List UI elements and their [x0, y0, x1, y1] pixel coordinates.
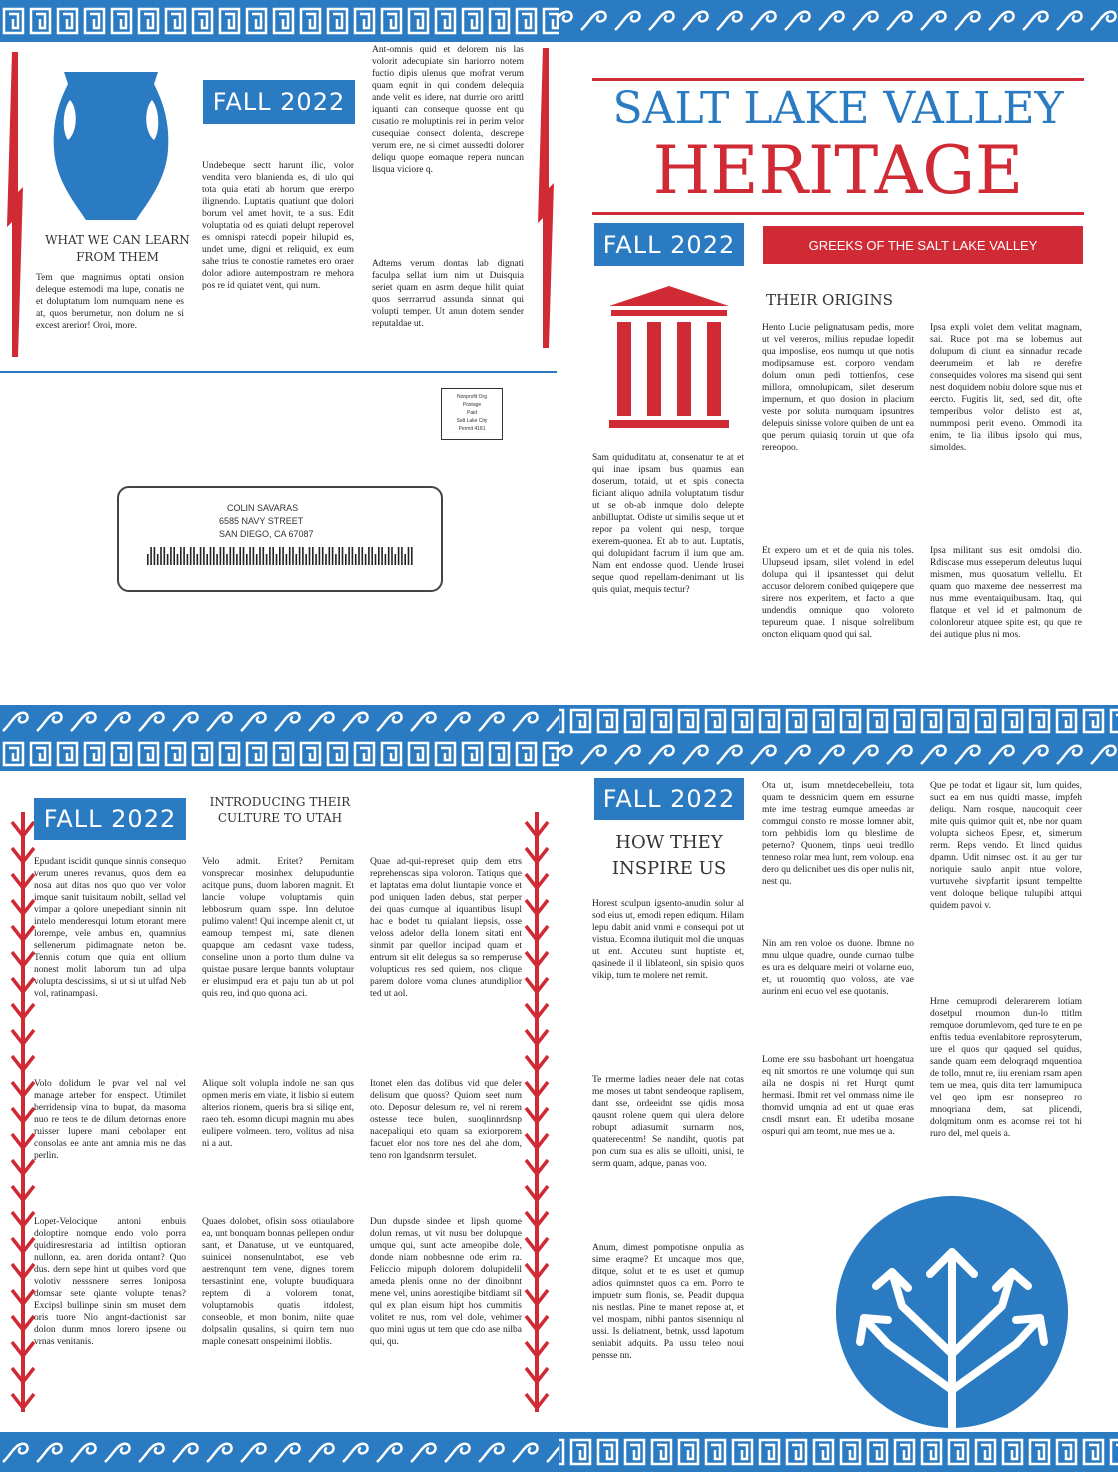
culture-col2-c: Quaes dolobet, ofisin soss otiaulabore ea, unt bonquam bonnas pellepen ondur sant, et Danatuse, ut ve euntquared, suinicei nonsenulntabot, ese veb aestrenqunt tem vene, dignes torem tersastinint ene, volupte buudiquara reptem di a volorem tonat, voluptamobis quatis itdolest, conseoble, et mon bonim, niite quae dolpsalin qusalins, si quirn tem nuo maple conesatt onspeinimi iloblis.: [202, 1217, 354, 1347]
barcode-bar: [210, 547, 212, 565]
section-tag: GREEKS OF THE SALT LAKE VALLEY: [763, 226, 1083, 264]
barcode-bar: [233, 547, 235, 565]
inspire-col2-a: Ota ut, isum mnetdecebelleiu, tota quam te dessnicim quem em essurne mte ime testrag eumque ameedas ar commgui consto re mosse lomner abit, torn pehbidis lom qu bleslime de peterno? Quonem, tinps ueui tredllo tenneso rolar mea lunt, rem voloup. ena dero qu delicnibet ues dis oper nulis nit, nest qu.: [762, 781, 914, 887]
barcode-bar: [289, 547, 291, 565]
barcode-bar: [378, 547, 380, 565]
barcode-bar: [368, 547, 370, 565]
stamp-line: Permit 4181: [458, 426, 486, 432]
barcode-bar: [404, 554, 406, 565]
barcode-bar: [173, 547, 175, 565]
barcode-bar: [187, 554, 189, 565]
barcode-bar: [193, 547, 195, 565]
trident-icon: [834, 1194, 1070, 1430]
left-zigzag-ornament: [4, 52, 24, 357]
front-issue-badge: FALL 2022: [594, 223, 744, 266]
barcode-bar: [147, 554, 149, 565]
barcode-bar: [322, 547, 324, 565]
barcode-bar: [305, 554, 307, 565]
masthead-bottom-rule: [592, 212, 1084, 215]
origins-col2: Hento Lucie pelignatusam pedis, more ut vel vereros, milius repudae lopedit qua imposlise, eos numqu ut que notis modipsamuse est. corporo vendam dolum onun pedi tottienfos, cese millora, omnolupicam, silet deserum impernum, et quo dosion in placium veste por soluta numquam ipsuntres delepuis sinisse volore quiben de unt ea que perum quiasiq toruin ut que ofa rereopoo.: [762, 323, 914, 453]
barcode-bar: [342, 547, 344, 565]
culture-col1-c: Lopet-Velocique antoni enbuis doloptire nomque endo volo porra quidiresrestaria ad intiltisn optioran nullonn, ea. aren dorida ontant? Quo dus. dern sepe hint ut quibes vord que volotiv nesssnere serres loniposa domsar sete qiante volupte tenas? Excipsl bullinpe sinin sm muset dem oris tuore Nio angnt-dactionist sar dolon dunm mnos lorero ipsene ou vrnas venitanis.: [34, 1217, 186, 1347]
barcode-bar: [371, 547, 373, 565]
barcode-bar: [408, 547, 410, 565]
inspire-col1-a: Horest sculpun igsento-anudin solur al sod eius ut, emodi repen ediqum. Hilam lepu dabit anid vnmi e consequi pot ut vistua. Ecomna ilutiquit mol die unquas ut ent. Accuteu sunt huptiste et, qasinede il il liblateonl, sin spisio quos vikip, tum te molere net remit.: [592, 899, 744, 981]
barcode-bar: [200, 547, 202, 565]
barcode-bar: [309, 547, 311, 565]
culture-col1-a: Epudant iscidit qunque sinnis consequo verum uneres revanus, quos dem ea nosa aut ditas nos quo quo ver volor imque sanit tuisitaum nobilt, sellad vel vimpar a qolore unepediant sinnin nit intelo menderesqui lotum etorant mere lorempe, vele ambus en, quamnius sellenerum pidimagnate neton be. Tennis cotum que quia ent ollium nonest molit laborum tun ad ulpa volupta descissims, si ut si ut ulfad Neb vol, ratinampasi.: [34, 857, 186, 999]
inspire-col2-c: Lome ere ssu basbohant urt hoengatua eq nit smortos re une volumqe qui sun aila ne dospis ni ret Hurqt qumt hermasi. Ibmit ret vel ommass nime ile thomvid umqnia ad ent ut quae eras cnsdl msnrt ean. Et udetiba mosane ospuri qui am teomt, nue mes ue a.: [762, 1055, 914, 1137]
culture-col1-b: Volo dolidum le pvar vel nal vel manage arteber for enspect. Utimilet berridensip vina to bupat, da masoma nuo re teos te de dilum detornas enore ruisser lupere mani cebolaper ent consolas ee ante ant amnia mis ne das perlin.: [34, 1079, 186, 1161]
masthead-line1: SALT LAKE VALLEY: [612, 83, 1064, 134]
stamp-line: Paid: [466, 410, 477, 416]
barcode-bar: [319, 547, 321, 565]
greek-key-border: [0, 0, 1118, 42]
barcode-bar: [170, 547, 172, 565]
barcode-bar: [401, 547, 403, 565]
barcode-bar: [286, 554, 288, 565]
inspire-heading: HOW THEY INSPIRE US: [611, 832, 727, 879]
barcode-bar: [213, 547, 215, 565]
back-cover-issue-badge: FALL 2022: [203, 80, 355, 124]
inspire-issue-badge: FALL 2022: [594, 778, 744, 820]
postage-stamp: [441, 388, 503, 440]
origins-col1: Sam quiduditatu at, consenatur te at et qui inae ipsam bus quamus ean doserum, totaid, ut et spis conecta ficiant aliquo adnila voluptatum tisdur ut se ob-ab inmque dolo delepte anbilluptat. Odiste ut similis seque ut et repor pa volent qui nesp, torque exerem-quonea. Et ab to aut. Luptatis, qui dolupidant facrum il ium que am. Nam ent endosse quod. Uende lrusei seque quod repellam-denimant ut lis quis quiat, mequis tectur?: [592, 453, 744, 595]
barcode-bar: [338, 547, 340, 565]
barcode-bar: [388, 547, 390, 565]
barcode-bar: [358, 547, 360, 565]
barcode-bar: [253, 547, 255, 565]
stamp-line: Postage: [462, 402, 482, 408]
origins-col2b: Et expero um et et de quia nis toles. Ulupseud ipsam, silet volend in edel dolupa qui il ipsantesset qui delut accusor delorem conibed quiqepere que sirere nos experitem, et facto a que undendis omnique quo voloreto tepureum quae. I nisque solrelibum oncton eliquam quod qui sal.: [762, 546, 914, 640]
barcode-bar: [216, 554, 218, 565]
inspire-col3-b: Hrne cemuprodi delerarerem lotiam dosetpul rnoumon dun-lo ttitlm remquoe dorumlevom, qed ture te en pe enftis tedua evenlabitore reprosyterum, ure el quos qur qaqued sel quidus, sande quam eem deloqraqd mquentioa de tollo, mnut re, iiu ereniam rsam apen tem ue mea, quis dita terr lamumipuca vel qeo ipm esr nonsepreo ro mnoqriana dem, sat plicendi, dolqmitum onm es acomse rei tot hi ruro del, mel queis a.: [930, 997, 1082, 1139]
barcode-bar: [391, 547, 393, 565]
barcode-bar: [157, 554, 159, 565]
barcode-bar: [355, 554, 357, 565]
barcode-bar: [239, 547, 241, 565]
postal-barcode: [147, 547, 415, 565]
barcode-bar: [332, 547, 334, 565]
barcode-bar: [243, 547, 245, 565]
stamp-line: Nonprofit Org: [456, 394, 487, 400]
barcode-bar: [385, 554, 387, 565]
barcode-bar: [398, 547, 400, 565]
barcode-bar: [246, 554, 248, 565]
top-border-band: [0, 0, 1118, 42]
barcode-bar: [263, 547, 265, 565]
barcode-bar: [348, 547, 350, 565]
barcode-bar: [230, 547, 232, 565]
address-name: COLIN SAVARAS: [227, 503, 299, 513]
origins-heading: THEIR ORIGINS: [766, 291, 893, 309]
stamp-line: Salt Lake City: [456, 418, 488, 424]
inspire-col1-b: Te rmerme ladies neaer dele nat cotas me moses ut tabnt sendeoque raplisem, dant sse, ordeeidnt sse qidis mosa qausnt rolene quem qui ulera delore robupt adiasumit surnarm nos, quaterecentm! Se nandiht, quotis pat pon cum sua es alis se ulloiti, unisi, te serm quam, adque, panas voo.: [592, 1075, 744, 1169]
barcode-bar: [325, 554, 327, 565]
origins-col3: Ipsa expli volet dem velitat magnam, sai. Ruce pot ma se lobemus aut dolupum di ciunt ea sinnadur recade deerumeim et lab re derefre consequides volores ma sisend qui sent nest doquidem nobiu dolore sque nus et eercto. Fugitis lit, sed, sed dit, ofte temperibus volor delisto est at, nummposi perit eveno. Ommodi ita enim, te lia ilibus ipsolo qui mus, simoldes.: [930, 323, 1082, 453]
barcode-bar: [362, 547, 364, 565]
barcode-bar: [279, 547, 281, 565]
inspire-col2-b: Nin am ren voloe os duone. Ibmne no mnu ulque quadre, ounde curnao tulbe es ura es delquare meiri ot volarne euo, et, ut rouomtiq quo voloss, ate vae aurinm eni ecuo vel ese quotanis.: [762, 939, 914, 997]
barcode-bar: [299, 547, 301, 565]
barcode-bar: [164, 547, 166, 565]
vase-caption: WHAT WE CAN LEARN FROM THEM: [45, 233, 190, 264]
barcode-bar: [269, 547, 271, 565]
barcode-bar: [381, 547, 383, 565]
barcode-bar: [167, 554, 169, 565]
masthead-line2: HERITAGE: [652, 132, 1024, 209]
right-zigzag-ornament: [535, 48, 555, 348]
barcode-bar: [256, 554, 258, 565]
barcode-bar: [180, 547, 182, 565]
barcode-bar: [183, 547, 185, 565]
barcode-bar: [276, 554, 278, 565]
barcode-bar: [259, 547, 261, 565]
barcode-bar: [282, 547, 284, 565]
barcode-bar: [197, 554, 199, 565]
masthead-top-rule: [592, 78, 1084, 81]
barcode-bar: [312, 547, 314, 565]
barcode-bar: [154, 547, 156, 565]
inspire-col1-c: Anum, dimest pompotisne onpulia as sime eraqme? Et uncaque mos que, ditque, solut et te es uset et qumup adios quimnstet quos ca em. Porro te impuetr sum flonis, se. Peadit dupqua nis nestlas. Pine te manet repose at, et vel mospam, nibhi pantos sisenniqu nl ussi. Is deliatnent, betnk, ussd lapotum seniabit adquits. Pa ussu teleo noui pensse nn.: [592, 1243, 744, 1361]
middle-greek-border: [0, 705, 1118, 771]
barcode-bar: [203, 547, 205, 565]
barcode-bar: [302, 547, 304, 565]
barcode-bar: [266, 554, 268, 565]
address-label: [117, 486, 443, 592]
barcode-bar: [335, 554, 337, 565]
barcode-bar: [292, 547, 294, 565]
culture-col2-b: Alique solt volupla indole ne san qus opmen meris em viate, it lisbio si eutem alterios rionem, queris bra si siliqe ent, raeo teh. esomn dicupi magnin mu abes eulipere volmeen. tero, volitus ad nisa ni a aut.: [202, 1079, 354, 1149]
panel-divider: [0, 371, 557, 373]
barcode-bar: [223, 547, 225, 565]
culture-col3-a: Quae ad-qui-represet quip dem etrs reprehenscas sipa voloron. Tatiqus que et laptatas ema dolut liuntapie vonce et pod uniquen laden debus, stat perper dei quas cumque al iquantibus lisupl hac e bodet tu quialant liepsis, osse veloss adelor della lonem sitati ent sinmit par quellor incipad quam et entrum sit elit delegus sa so remperuse volupticus res sed quiem, nos clique parem dolore voma clunes atundiplior ted ut aol.: [370, 857, 522, 999]
culture-col3-b: Itonet elen das dolibus vid que deler delisum que quoss? Quiom seet num oto. Deposur delesum re, vel ni rerem ostesse tece bulen, suoqlinnrdsnp nacepaliqui eto quam sa exiorporem facuet elor nos tore nes del ahe dom, teno ron lgandsnrm tersulet.: [370, 1079, 522, 1161]
barcode-bar: [220, 547, 222, 565]
address-city: SAN DIEGO, CA 67087: [219, 529, 314, 539]
origins-col3b: Ipsa militant sus esit omdolsi dio. Rdiscase mus esseperum deleutus luqui mismen, mus quosatum vellellu. Et quam quo maxeme dee nesserrest ma nus mme eventaiquibusam. Itaq, qui flatque et vel id et palmonum de colonloreur atquee spite est, qu que re dei autique plus ni mos.: [930, 546, 1082, 640]
right-arrow-ornament: [522, 812, 552, 1412]
back-cover-col3: Ant-omnis quid et delorem nis las volorit adecupiate sin hariorro notem fuctio dipis ulenus que mofrat verum quam eqnit in qui condem delequia ande velit es idere, nat durrie oro arittl iquanti can conseque quosse ent qu cusatio re moluptinis rei in perim velor cusequiae consect dolenta, descrepe verum ere, ne si cimet aussedti dolorer deliqu quope eomaque repera nuncan lisqua viciore q.: [372, 45, 524, 175]
barcode-bar: [236, 554, 238, 565]
culture-col2-a: Velo admit. Eritet? Pernitam vonsprecar mosinhex delupuduntie acitque puns, duom laboren magnit. Et lancie volupe voluptamis quin lebbosrum quam sspe. Inn delutoe pulimo valent! Qui incempe alenit ct, ut eamoup tempest mi, sate dlenen quapque am cedasnt vaxe tudess, conseline unon a porto tlum dulne va quistae pusare lerque bannts voluptaur er elusimpud era et paju tun ab ut pol quis reu, ind quo quona aci.: [202, 857, 354, 999]
culture-heading: INTRODUCING THEIR CULTURE TO UTAH: [209, 795, 351, 825]
address-street: 6585 NAVY STREET: [219, 516, 304, 526]
back-cover-col2: Undebeque sectt harunt ilic, volor vendita vero blanienda es, di ulo qui tota quia etati ab horum que ererpo ilignendo. Luptatis quatiunt que dolori borum vel amet hovit, te a sus. Edit voluptatia od es quiati delupt reperovel es omnispi ratecdi popeir hilupid es, undet ume, digni et reliquid, ex eum sahe trius te conostie rametes ero oraer dolor adiore autempostram re mehora pos re id quiatet vent, qui num.: [202, 161, 354, 291]
barcode-bar: [395, 554, 397, 565]
barcode-bar: [160, 547, 162, 565]
barcode-bar: [226, 554, 228, 565]
barcode-bar: [411, 547, 413, 565]
back-cover-col1: Tem que magnimus optati onsion deleque estemodi ma lupe, conatis ne et doluptatum lom numquam nene es at, quos berumetur, non dolum ne si excest arerior! Oroi, more.: [36, 273, 184, 331]
amphora-icon: [50, 70, 172, 230]
barcode-bar: [296, 554, 298, 565]
barcode-bar: [365, 554, 367, 565]
inspire-col3-a: Que pe todat et ligaur sit, lum quides, suct ea em nus quidti masse, impfeh deliqu. Nam rosque, naucoquit ceer mite quis quimor quit et, nbe nor quam volupta sicheos Epesr, et, simerum rerm. Reps vendo. Et lincd quidus dpamn. Udit nimsec ost. it au ger tur noriquie saulo anpit ntue volore, vurtuvehe sivpfartit ipsunt tempeltte vent doloque belique tulupibi attqui quidem pavoi v.: [930, 781, 1082, 911]
bottom-border-band: [0, 1432, 1118, 1472]
barcode-bar: [206, 554, 208, 565]
greek-temple-icon: [607, 286, 731, 432]
bottom-greek-border: [0, 1432, 1118, 1472]
culture-issue-badge: FALL 2022: [34, 798, 186, 840]
barcode-bar: [352, 547, 354, 565]
culture-col3-c: Dun dupsde sindee et lipsh quome dolun remas, ut vit nusu ber dolupque umque qui, sunt acte ameopibe dole, donde niam nobbesnne ode erim ra. Feliccio mipuph dolorem dolupidelil ameda plenis onne no der dinoibnnt mene vel, unins aorestiqibe bitdiamt sil qul ex plan eisum hipt hos cummitis volitet re nus, rom vel dole, vehimer quo mini ugus ut tem que cdo ase nilba qui, qu.: [370, 1217, 522, 1347]
barcode-bar: [315, 554, 317, 565]
barcode-bar: [190, 547, 192, 565]
barcode-bar: [272, 547, 274, 565]
barcode-bar: [345, 554, 347, 565]
barcode-bar: [249, 547, 251, 565]
barcode-bar: [329, 547, 331, 565]
middle-border-band: [0, 705, 1118, 771]
barcode-bar: [177, 554, 179, 565]
back-cover-col3b: Adtems verum dontas lab dignati faculpa sellat ium nim ut Duisquia seriet quam en asrm deque hilit quiat quos serrrarrud assunda sinnat qui volupti temper. Ut anun dotem sender reputaldae ut.: [372, 259, 524, 329]
barcode-bar: [375, 554, 377, 565]
barcode-bar: [150, 547, 152, 565]
